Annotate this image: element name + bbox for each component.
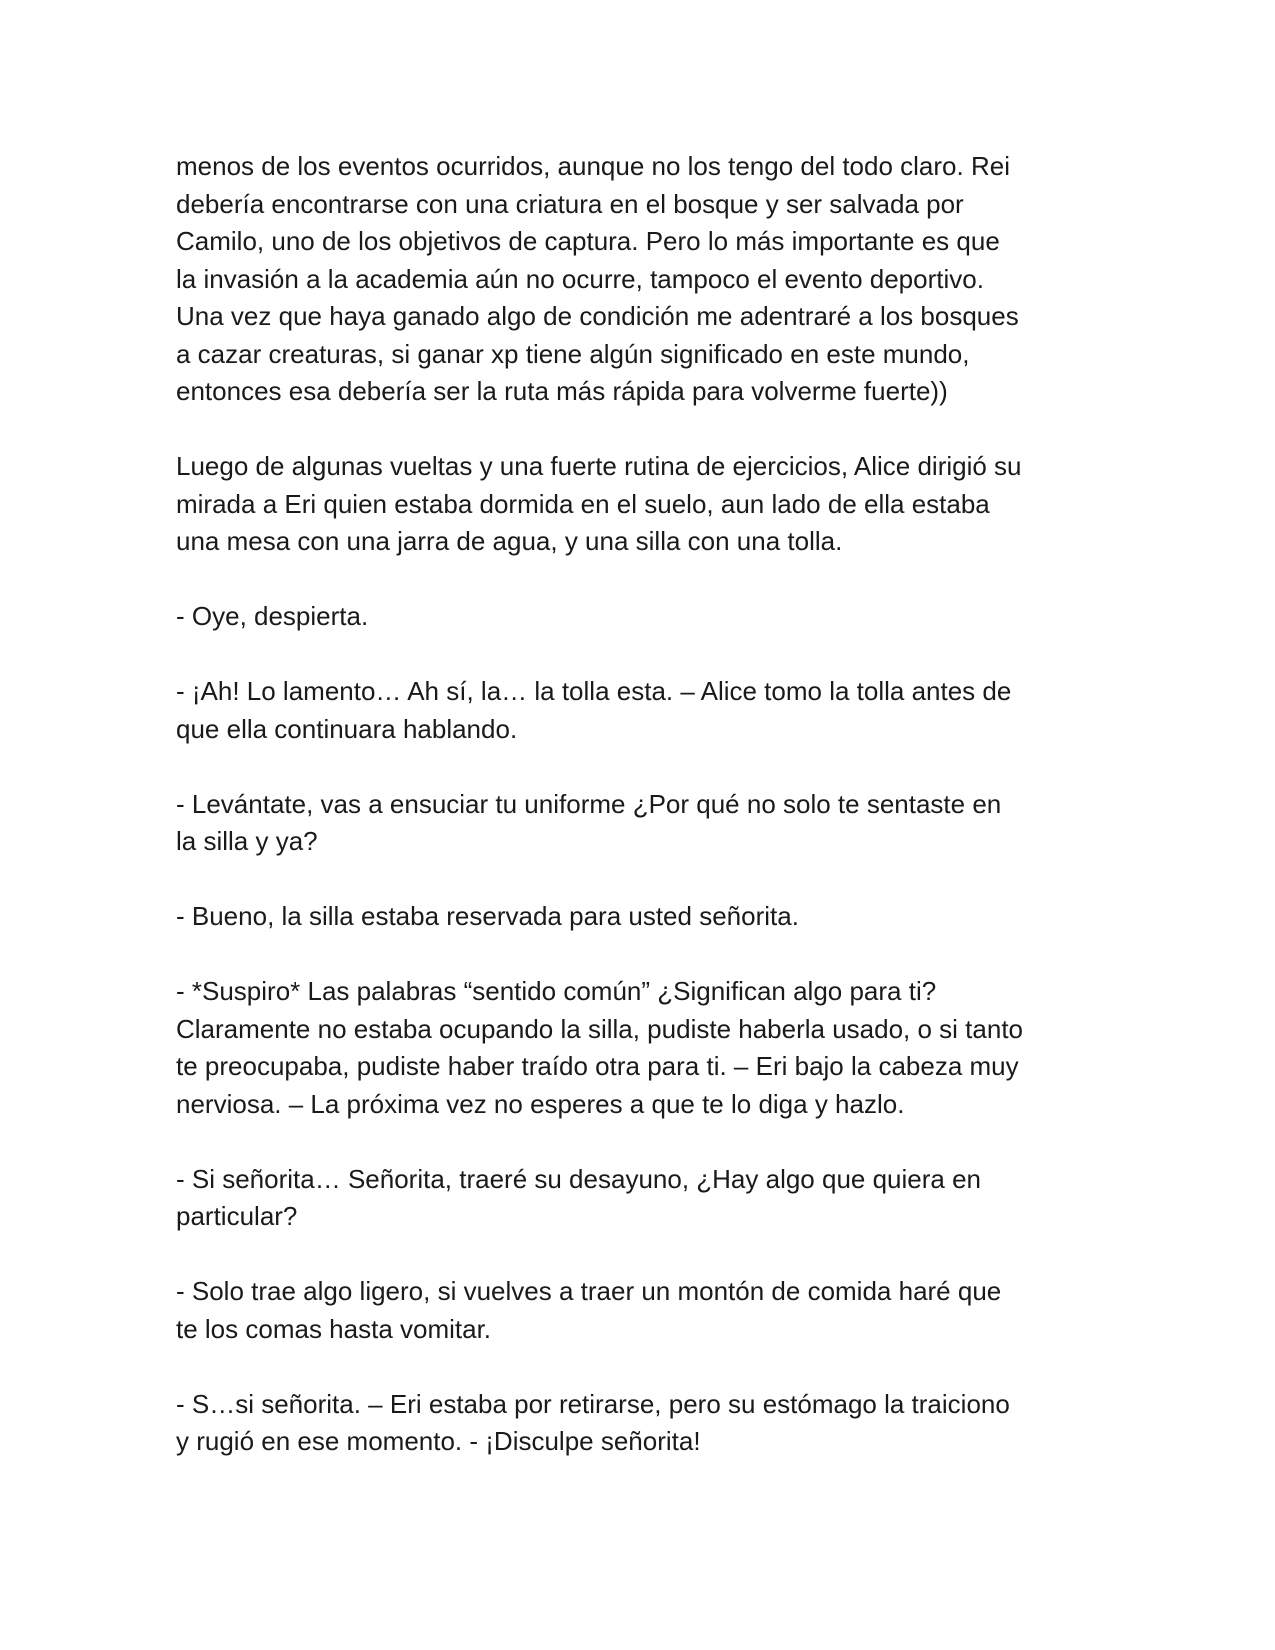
text-line: Camilo, uno de los objetivos de captura. Pero lo más importante es que xyxy=(176,226,1000,256)
text-line: Luego de algunas vueltas y una fuerte rutina de ejercicios, Alice dirigió su xyxy=(176,451,1022,481)
text-line: que ella continuara hablando. xyxy=(176,713,518,744)
text-line: - ¡Ah! Lo lamento… Ah sí, la… la tolla esta. – Alice tomo la tolla antes de xyxy=(176,676,1012,706)
paragraph xyxy=(176,1386,1106,1461)
text-line: entonces esa debería ser la ruta más rápida para volverme fuerte)) xyxy=(176,376,948,406)
text-line: Una vez que haya ganado algo de condición me adentraré a los bosques xyxy=(176,301,1019,331)
paragraph xyxy=(176,598,1106,636)
text-line: menos de los eventos ocurridos, aunque no los tengo del todo claro. Rei xyxy=(176,151,1010,181)
document-body xyxy=(176,148,1106,1498)
paragraph xyxy=(176,1161,1106,1236)
text-line: - S…si señorita. – Eri estaba por retirarse, pero su estómago la traiciono xyxy=(176,1388,1010,1419)
text-line: te preocupaba, pudiste haber traído otra para ti. – Eri bajo la cabeza muy xyxy=(176,1051,1019,1081)
text-line: - Si señorita… Señorita, traeré su desayuno, ¿Hay algo que quiera en xyxy=(176,1163,982,1194)
text-line: te los comas hasta vomitar. xyxy=(176,1313,492,1344)
text-line: y rugió en ese momento. - ¡Disculpe señorita! xyxy=(176,1426,701,1456)
paragraph xyxy=(176,898,1106,936)
paragraph xyxy=(176,1273,1106,1348)
text-line: - Bueno, la silla estaba reservada para usted señorita. xyxy=(176,901,799,931)
text-line: - Oye, despierta. xyxy=(176,601,369,631)
text-line: a cazar creaturas, si ganar xp tiene algún significado en este mundo, xyxy=(176,338,970,369)
text-line: particular? xyxy=(176,1201,298,1231)
paragraph xyxy=(176,786,1106,861)
text-line: la invasión a la academia aún no ocurre, tampoco el evento deportivo. xyxy=(176,263,984,294)
paragraph xyxy=(176,673,1106,748)
text-line: Claramente no estaba ocupando la silla, pudiste haberla usado, o si tanto xyxy=(176,1013,1024,1044)
paragraph xyxy=(176,148,1106,411)
text-line: - Levántate, vas a ensuciar tu uniforme ¿Por qué no solo te sentaste en xyxy=(176,788,1002,819)
paragraph xyxy=(176,448,1106,561)
text-line: mirada a Eri quien estaba dormida en el suelo, aun lado de ella estaba xyxy=(176,488,990,519)
text-line: nerviosa. – La próxima vez no esperes a que te lo diga y hazlo. xyxy=(176,1088,905,1119)
text-line: debería encontrarse con una criatura en el bosque y ser salvada por xyxy=(176,188,964,219)
text-line: la silla y ya? xyxy=(176,826,318,856)
text-line: - Solo trae algo ligero, si vuelves a traer un montón de comida haré que xyxy=(176,1276,1002,1306)
text-line: - *Suspiro* Las palabras “sentido común” ¿Significan algo para ti? xyxy=(176,976,937,1006)
paragraph xyxy=(176,973,1106,1123)
text-line: una mesa con una jarra de agua, y una silla con una tolla. xyxy=(176,526,843,556)
